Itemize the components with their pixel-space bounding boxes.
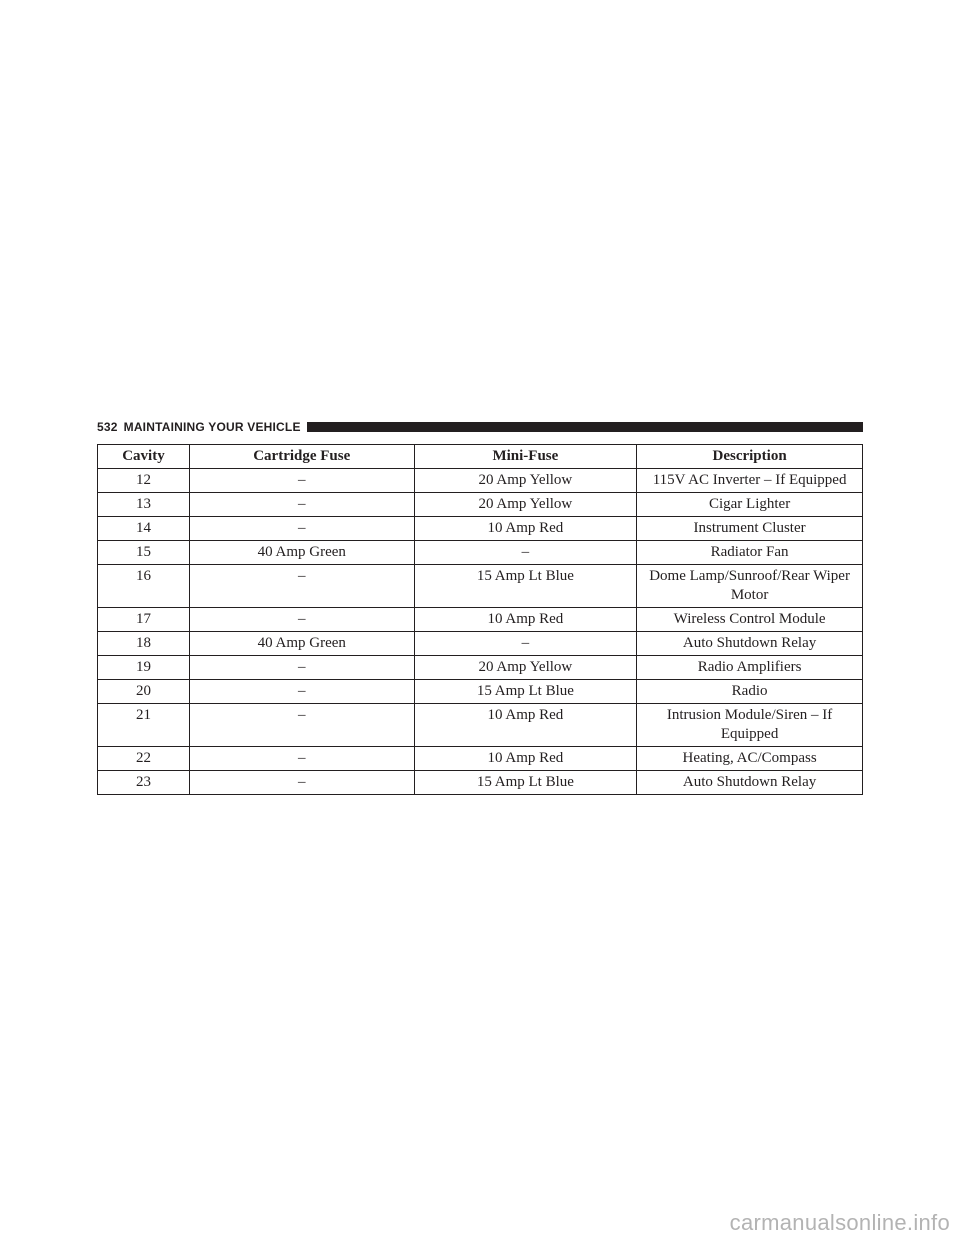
cell-description: Radio (637, 680, 863, 704)
cell-cartridge-fuse: – (189, 747, 414, 771)
page-number: 532 (97, 420, 118, 434)
table-row (98, 771, 863, 795)
cell-cavity: 21 (98, 704, 190, 747)
cell-cartridge-fuse: – (189, 656, 414, 680)
cell-cavity: 16 (98, 565, 190, 608)
cell-description: Cigar Lighter (637, 493, 863, 517)
cell-cartridge-fuse: – (189, 469, 414, 493)
watermark: carmanualsonline.info (729, 1210, 950, 1235)
cell-mini-fuse: 10 Amp Red (414, 517, 637, 541)
table-row (98, 493, 863, 517)
cell-cavity: 15 (98, 541, 190, 565)
table-header-row (98, 445, 863, 469)
cell-cavity: 17 (98, 608, 190, 632)
cell-cavity: 14 (98, 517, 190, 541)
table-row (98, 656, 863, 680)
cell-cartridge-fuse: 40 Amp Green (189, 541, 414, 565)
cell-cartridge-fuse: – (189, 704, 414, 747)
cell-mini-fuse: 20 Amp Yellow (414, 469, 637, 493)
section-title: MAINTAINING YOUR VEHICLE (123, 420, 301, 434)
cell-description: Auto Shutdown Relay (637, 632, 863, 656)
cell-cavity: 19 (98, 656, 190, 680)
column-header-cavity: Cavity (98, 445, 190, 469)
cell-cavity: 23 (98, 771, 190, 795)
cell-mini-fuse: 15 Amp Lt Blue (414, 565, 637, 608)
cell-cavity: 18 (98, 632, 190, 656)
cell-cavity: 20 (98, 680, 190, 704)
column-header-cartridge-fuse: Cartridge Fuse (189, 445, 414, 469)
table-row (98, 541, 863, 565)
cell-cartridge-fuse: – (189, 493, 414, 517)
cell-mini-fuse: 10 Amp Red (414, 747, 637, 771)
cell-mini-fuse: 20 Amp Yellow (414, 493, 637, 517)
cell-mini-fuse: 15 Amp Lt Blue (414, 771, 637, 795)
table-row (98, 747, 863, 771)
table-row (98, 704, 863, 747)
column-header-mini-fuse: Mini-Fuse (414, 445, 637, 469)
cell-cavity: 12 (98, 469, 190, 493)
cell-mini-fuse: 15 Amp Lt Blue (414, 680, 637, 704)
table-row (98, 632, 863, 656)
cell-mini-fuse: – (414, 541, 637, 565)
table-row (98, 608, 863, 632)
cell-mini-fuse: 20 Amp Yellow (414, 656, 637, 680)
header-rule-bar (307, 422, 863, 432)
cell-description: Radiator Fan (637, 541, 863, 565)
table-row (98, 565, 863, 608)
cell-cartridge-fuse: – (189, 565, 414, 608)
cell-description: Auto Shutdown Relay (637, 771, 863, 795)
cell-cavity: 22 (98, 747, 190, 771)
table-row (98, 680, 863, 704)
cell-description: Radio Amplifiers (637, 656, 863, 680)
cell-description: Intrusion Module/Siren – If Equipped (637, 704, 863, 747)
table-row (98, 469, 863, 493)
cell-cartridge-fuse: 40 Amp Green (189, 632, 414, 656)
cell-cartridge-fuse: – (189, 517, 414, 541)
cell-cavity: 13 (98, 493, 190, 517)
cell-mini-fuse: 10 Amp Red (414, 704, 637, 747)
cell-mini-fuse: 10 Amp Red (414, 608, 637, 632)
cell-description: Dome Lamp/Sunroof/Rear Wiper Motor (637, 565, 863, 608)
header-text (97, 420, 301, 434)
cell-cartridge-fuse: – (189, 608, 414, 632)
fuse-table (97, 444, 863, 795)
cell-cartridge-fuse: – (189, 680, 414, 704)
cell-description: Instrument Cluster (637, 517, 863, 541)
column-header-description: Description (637, 445, 863, 469)
table-body (98, 469, 863, 795)
page-header (97, 419, 863, 435)
cell-description: Heating, AC/Compass (637, 747, 863, 771)
cell-description: Wireless Control Module (637, 608, 863, 632)
cell-description: 115V AC Inverter – If Equipped (637, 469, 863, 493)
table-row (98, 517, 863, 541)
cell-mini-fuse: – (414, 632, 637, 656)
cell-cartridge-fuse: – (189, 771, 414, 795)
